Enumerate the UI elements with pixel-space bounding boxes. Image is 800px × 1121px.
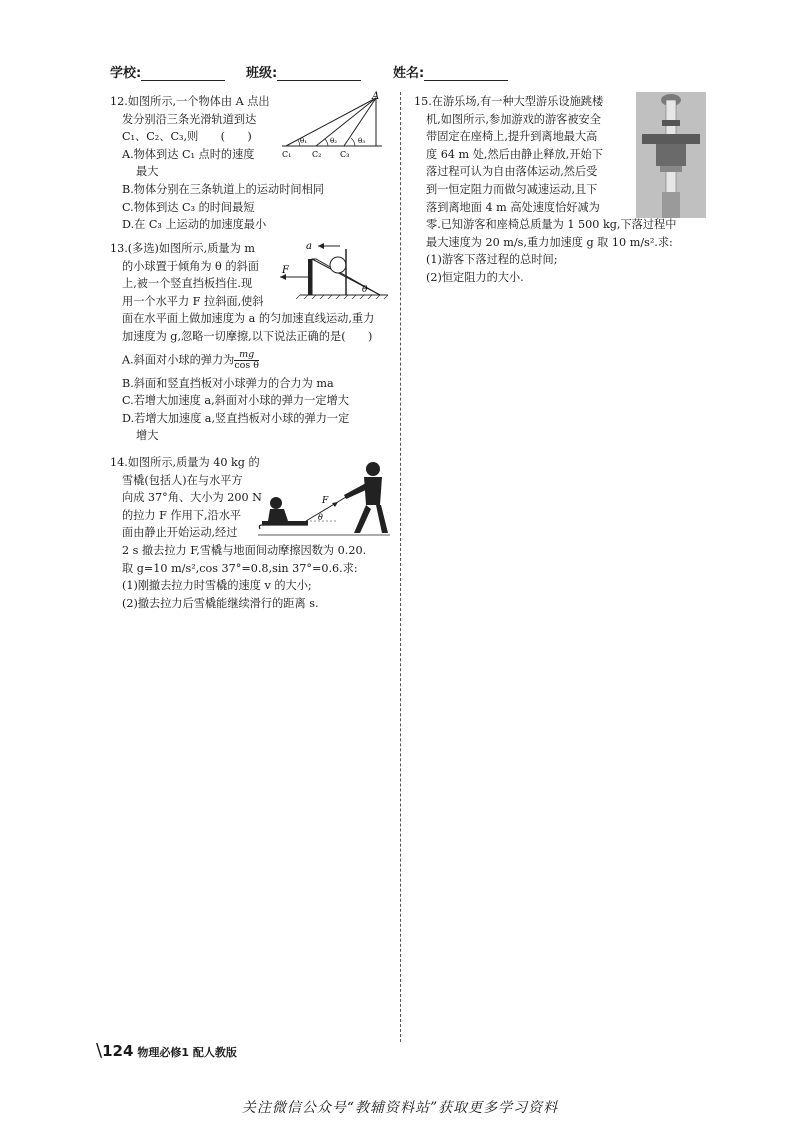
page-footer xyxy=(96,1040,237,1061)
column-divider xyxy=(400,92,401,1042)
q14-subquestion-2: (2)撤去拉力后雪橇能继续滑行的距离 s. xyxy=(122,596,319,610)
q14-line: 2 s 撤去拉力 F,雪橇与地面间动摩擦因数为 0.20. xyxy=(122,543,367,557)
book-title: 物理必修1 配人教版 xyxy=(137,1046,237,1059)
q15-line: 15.在游乐场,有一种大型游乐设施跳楼 xyxy=(414,95,604,108)
school-blank[interactable] xyxy=(141,68,225,81)
q14-line: 向成 37°角、大小为 200 N xyxy=(122,491,262,505)
q13-option-b: B.斜面和竖直挡板对小球弹力的合力为 ma xyxy=(122,376,334,390)
school-label: 学校: xyxy=(110,66,142,81)
q14-line: 14.如图所示,质量为 40 kg 的 xyxy=(110,456,260,469)
q13-line: 用一个水平力 F 拉斜面,使斜 xyxy=(122,294,264,308)
q12-option-a: A.物体到达 C₁ 点时的速度 xyxy=(122,147,255,161)
class-label: 班级: xyxy=(246,66,278,81)
q14-line: 的拉力 F 作用下,沿水平 xyxy=(122,508,242,522)
q12-line: C₁、C₂、C₃,则 ( ) xyxy=(122,130,252,144)
q15-line: 到一恒定阻力而做匀减速运动,且下 xyxy=(426,182,598,196)
q12-label-t1: θ₁ xyxy=(300,137,308,145)
name-field xyxy=(393,62,508,81)
q13-label-a: a xyxy=(306,241,312,252)
q13-line: 上,被一个竖直挡板挡住.现 xyxy=(122,277,253,291)
q13-fraction xyxy=(234,350,259,371)
q12-label-c3: C₃ xyxy=(340,150,350,159)
q14-sled-figure xyxy=(258,455,390,541)
q13-line: 13.(多选)如图所示,质量为 m xyxy=(110,242,255,255)
q15-line: 机,如图所示,参加游戏的游客被安全 xyxy=(426,112,601,126)
q14-label-theta: θ xyxy=(318,513,323,522)
q12-option-c: C.物体到达 C₃ 的时间最短 xyxy=(122,200,255,214)
q13-option-c: C.若增大加速度 a,斜面对小球的弹力一定增大 xyxy=(122,394,349,408)
q15-line: 度 64 m 处,然后由静止释放,开始下 xyxy=(426,147,603,161)
q12-label-c2: C₂ xyxy=(312,150,322,159)
q13-incline-figure xyxy=(280,237,390,301)
q15-line: 带固定在座椅上,提升到离地最大高 xyxy=(426,130,598,144)
q15-subquestion-2: (2)恒定阻力的大小. xyxy=(426,270,524,284)
q13-option-d: D.若增大加速度 a,竖直挡板对小球的弹力一定 xyxy=(122,411,350,425)
q13-line: 加速度为 g,忽略一切摩擦,以下说法正确的是( ) xyxy=(122,329,373,343)
name-label: 姓名: xyxy=(393,66,425,81)
q12-option-a-cont: 最大 xyxy=(136,165,159,179)
class-field xyxy=(246,62,361,81)
q14-line: 面由静止开始运动,经过 xyxy=(122,526,238,540)
q12-line: 12.如图所示,一个物体由 A 点出 xyxy=(110,95,270,108)
q15-line: 落过程可认为自由落体运动,然后受 xyxy=(426,165,598,179)
q13-option-a xyxy=(110,350,395,371)
q12-label-c1: C₁ xyxy=(282,150,292,159)
name-blank[interactable] xyxy=(424,68,508,81)
bottom-note: 关注微信公众号“教辅资料站”获取更多学习资料 xyxy=(241,1100,559,1116)
q13-line: 的小球置于倾角为 θ 的斜面 xyxy=(122,259,259,273)
q12-inclines-figure xyxy=(278,90,390,160)
q13-label-f: F xyxy=(282,265,289,276)
q12-line: 发分别沿三条光滑轨道到达 xyxy=(122,112,257,126)
q13-fraction-den: cos θ xyxy=(234,359,259,371)
q14-label-f: F xyxy=(322,496,329,506)
q12-option-b: B.物体分别在三条轨道上的运动时间相同 xyxy=(122,182,324,196)
q14-subquestion-1: (1)刚撤去拉力时雪橇的速度 v 的大小; xyxy=(122,579,312,593)
q15-line: 零.已知游客和座椅总质量为 1 500 kg,下落过程中 xyxy=(426,218,677,232)
q14-line: 取 g=10 m/s²,cos 37°=0.8,sin 37°=0.6.求: xyxy=(122,561,358,575)
page-number: 124 xyxy=(102,1042,134,1060)
q13-option-d-cont: 增大 xyxy=(136,429,159,443)
q13-option-a-text: A.斜面对小球的弹力为 xyxy=(122,353,235,367)
q15-line: 落到离地面 4 m 高处速度恰好减为 xyxy=(426,200,600,214)
q13-fraction-num: mg xyxy=(234,350,259,361)
q12-option-d: D.在 C₃ 上运动的加速度最小 xyxy=(122,218,267,232)
q13-label-theta: θ xyxy=(362,285,368,295)
q15-drop-tower-photo xyxy=(636,92,706,218)
q12-label-t3: θ₃ xyxy=(358,137,366,145)
q12-label-t2: θ₂ xyxy=(330,137,338,145)
q15-subquestion-1: (1)游客下落过程的总时间; xyxy=(426,253,558,267)
footer-slash: \ xyxy=(96,1040,103,1061)
school-field xyxy=(110,62,225,81)
q15-line: 最大速度为 20 m/s,重力加速度 g 取 10 m/s².求: xyxy=(426,235,673,249)
q12-label-a: A xyxy=(372,91,380,102)
q13-line: 面在水平面上做加速度为 a 的匀加速直线运动,重力 xyxy=(122,312,375,326)
q14-line: 雪橇(包括人)在与水平方 xyxy=(122,473,243,487)
class-blank[interactable] xyxy=(277,68,361,81)
